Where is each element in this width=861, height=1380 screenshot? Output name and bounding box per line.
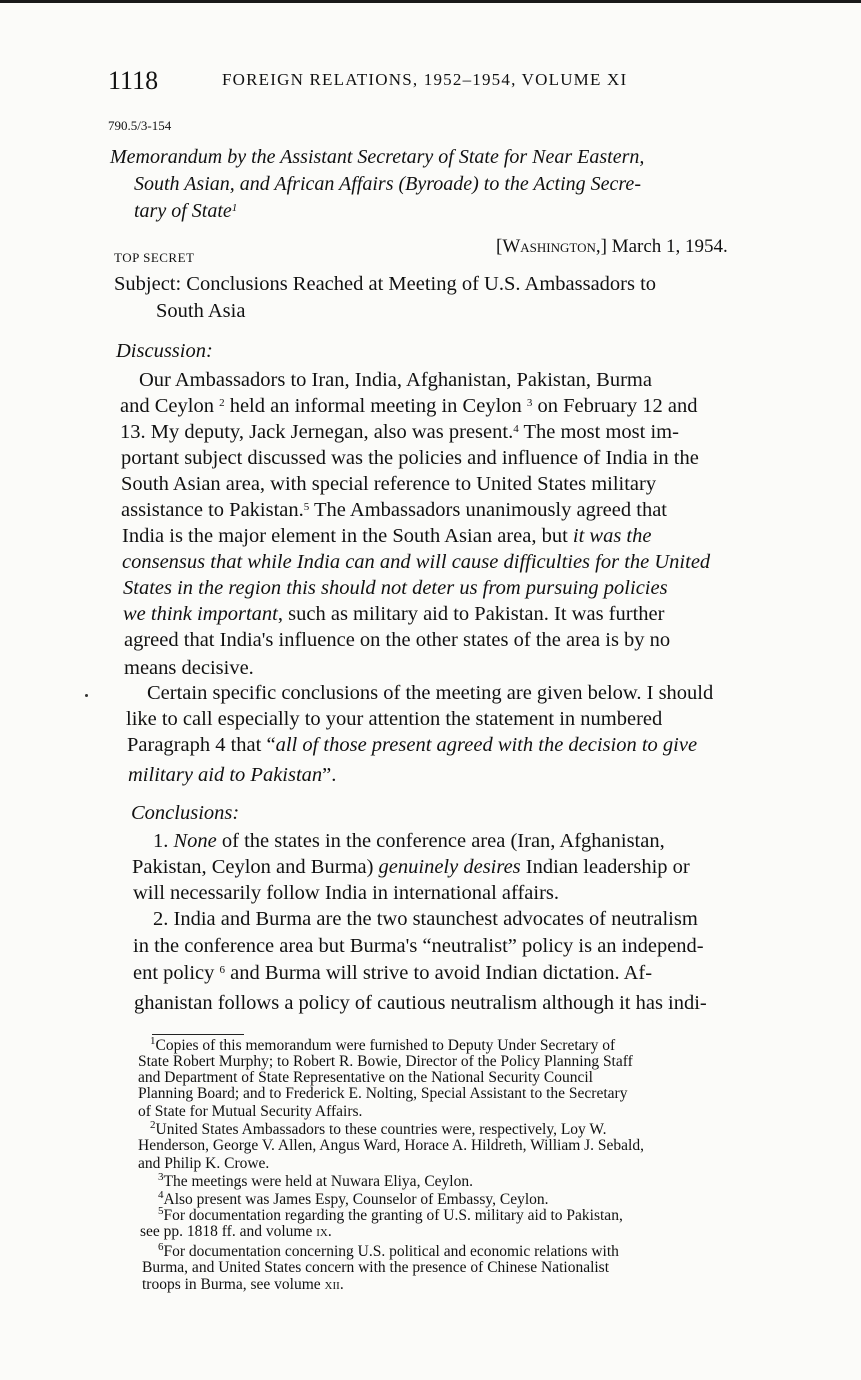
footnote-rule bbox=[152, 1034, 244, 1035]
conclusion1-line-3: will necessarily follow India in international affairs. bbox=[133, 882, 560, 904]
subject-line-2: South Asia bbox=[156, 300, 246, 322]
para2-line-1: Certain specific conclusions of the meeting are given below. I should bbox=[147, 682, 714, 704]
para2-line-2: like to call especially to your attention the statement in numbered bbox=[126, 708, 663, 730]
footnote-1-line-4: Planning Board; and to Frederick E. Nolting, Special Assistant to the Secretary bbox=[138, 1085, 628, 1102]
para1-line-12: means decisive. bbox=[124, 657, 254, 679]
footnote-5-line-2: see pp. 1818 ff. and volume ix. bbox=[140, 1223, 332, 1240]
scan-speck bbox=[85, 694, 88, 697]
para2-line-3: Paragraph 4 that “all of those present agreed with the decision to give bbox=[127, 734, 698, 756]
classification-label: TOP SECRET bbox=[114, 250, 195, 265]
footnote-1-line-5: of State for Mutual Security Affairs. bbox=[138, 1103, 363, 1120]
para1-line-6: assistance to Pakistan.$^5$ The Ambassadors unanimously agreed that bbox=[121, 499, 667, 521]
footnote-3: $^3$The meetings were held at Nuwara Eliya, Ceylon. bbox=[158, 1171, 473, 1190]
conclusion2-line-1: 2. India and Burma are the two staunchest advocates of neutralism bbox=[153, 908, 698, 930]
discussion-heading: Discussion: bbox=[116, 340, 213, 362]
footnote-2-line-2: Henderson, George V. Allen, Angus Ward, Horace A. Hildreth, William J. Sebald, bbox=[138, 1137, 644, 1154]
footnote-1-line-2: State Robert Murphy; to Robert R. Bowie, Director of the Policy Planning Staff bbox=[138, 1053, 633, 1070]
footnote-6-line-2: Burma, and United States concern with the presence of Chinese Nationalist bbox=[142, 1259, 610, 1276]
scan-edge bbox=[0, 0, 861, 3]
para1-line-5: South Asian area, with special reference to United States military bbox=[121, 473, 657, 495]
conclusion1-line-1: 1. None of the states in the conference area (Iran, Afghanistan, bbox=[153, 830, 665, 852]
para1-line-8: consensus that while India can and will cause difficulties for the United bbox=[122, 551, 711, 573]
conclusion2-line-2: in the conference area but Burma's “neutralist” policy is an independ- bbox=[133, 935, 704, 957]
para1-line-10: we think important, such as military aid to Pakistan. It was further bbox=[123, 603, 665, 625]
para1-line-7: India is the major element in the South Asian area, but it was the bbox=[122, 525, 652, 547]
memo-title-line-3: tary of State$^1$ bbox=[134, 200, 238, 222]
para2-line-4: military aid to Pakistan”. bbox=[128, 764, 337, 786]
para1-line-1: Our Ambassadors to Iran, India, Afghanistan, Pakistan, Burma bbox=[139, 369, 652, 391]
para1-line-9: States in the region this should not deter us from pursuing policies bbox=[123, 577, 668, 599]
footnote-5-line-1: $^5$For documentation regarding the granting of U.S. military aid to Pakistan, bbox=[158, 1205, 623, 1224]
footnote-1-line-3: and Department of State Representative on the National Security Council bbox=[138, 1069, 593, 1086]
page-number: 1118 bbox=[108, 66, 159, 95]
conclusions-heading: Conclusions: bbox=[131, 802, 240, 824]
subject-line-1: Subject: Conclusions Reached at Meeting of U.S. Ambassadors to bbox=[114, 273, 657, 295]
conclusion2-line-4: ghanistan follows a policy of cautious neutralism although it has indi- bbox=[134, 992, 707, 1014]
para1-line-4: portant subject discussed was the policies and influence of India in the bbox=[121, 447, 699, 469]
footnote-1-line-1: $^1$Copies of this memorandum were furnished to Deputy Under Secretary of bbox=[150, 1035, 616, 1054]
footnote-2-line-3: and Philip K. Crowe. bbox=[138, 1155, 270, 1172]
para1-line-3: 13. My deputy, Jack Jernegan, also was present.$^4$ The most most im- bbox=[120, 421, 679, 443]
footnote-2-line-1: $^2$United States Ambassadors to these countries were, respectively, Loy W. bbox=[150, 1119, 607, 1138]
para1-line-11: agreed that India's influence on the other states of the area is by no bbox=[124, 629, 671, 651]
dateline-place: Washington bbox=[502, 236, 596, 257]
conclusion1-line-2: Pakistan, Ceylon and Burma) genuinely desires Indian leadership or bbox=[132, 856, 690, 878]
footnote-ref: 1 bbox=[231, 202, 238, 214]
footnote-4: $^4$Also present was James Espy, Counselor of Embassy, Ceylon. bbox=[158, 1189, 549, 1208]
file-number: 790.5/3-154 bbox=[108, 118, 172, 133]
memo-title-line-1: Memorandum by the Assistant Secretary of State for Near Eastern, bbox=[110, 146, 645, 168]
footnote-6-line-1: $^6$For documentation concerning U.S. political and economic relations with bbox=[158, 1241, 619, 1260]
memo-title-line-2: South Asian, and African Affairs (Byroade) to the Acting Secre- bbox=[134, 173, 641, 195]
para1-line-2: and Ceylon $^2$ held an informal meeting in Ceylon $^3$ on February 12 and bbox=[120, 395, 698, 417]
conclusion2-line-3: ent policy $^6$ and Burma will strive to avoid Indian dictation. Af- bbox=[133, 962, 653, 984]
running-title: FOREIGN RELATIONS, 1952–1954, VOLUME XI bbox=[222, 70, 628, 89]
footnote-6-line-3: troops in Burma, see volume xii. bbox=[142, 1276, 344, 1293]
dateline: [Washington,] March 1, 1954. bbox=[496, 236, 728, 257]
